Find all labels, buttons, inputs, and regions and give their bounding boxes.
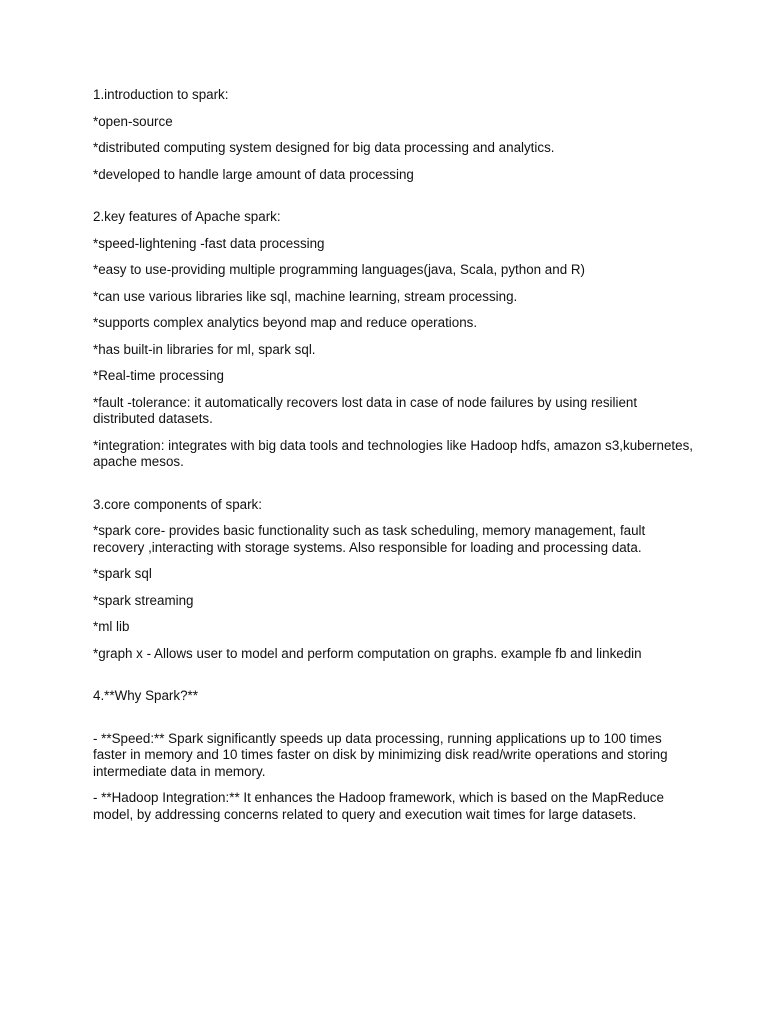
bullet-line: *open-source	[93, 113, 173, 129]
section-heading: 4.**Why Spark?**	[93, 688, 198, 703]
bullet-line: *distributed computing system designed for big data processing and analytics.	[93, 140, 555, 155]
section-why-spark	[93, 688, 693, 705]
document-page	[93, 87, 693, 833]
bullet-line: *spark streaming	[93, 592, 194, 608]
bullet-line: *can use various libraries like sql, machine learning, stream processing.	[93, 288, 518, 304]
bullet-line: *developed to handle large amount of data processing	[93, 166, 414, 182]
section-heading: 1.introduction to spark:	[93, 87, 229, 102]
bullet-line: *integration: integrates with big data tools and technologies like Hadoop hdfs, amazon s3,kubernetes, apache mesos.	[93, 437, 693, 469]
bullet-line: *easy to use-providing multiple programming languages(java, Scala, python and R)	[93, 262, 586, 277]
bullet-line: *spark core- provides basic functionality such as task scheduling, memory management, fault recovery ,interacting with storage systems. Also responsible for loading and processing data.	[93, 523, 646, 555]
bullet-line: *spark sql	[93, 566, 152, 581]
dash-line: - **Speed:** Spark significantly speeds up data processing, running applications up to 100 times faster in memory and 10 times faster on disk by minimizing disk read/write operations and storing intermediate data in memory.	[93, 730, 668, 779]
section-key-features	[93, 209, 693, 471]
section-core-components	[93, 497, 693, 663]
bullet-line: *ml lib	[93, 619, 130, 634]
section-heading: 2.key features of Apache spark:	[93, 209, 281, 224]
bullet-line: *supports complex analytics beyond map and reduce operations.	[93, 315, 478, 330]
bullet-line: *has built-in libraries for ml, spark sql.	[93, 341, 316, 357]
dash-line: - **Hadoop Integration:** It enhances the Hadoop framework, which is based on the MapReduce model, by addressing concerns related to query and execution wait times for large datasets.	[93, 790, 664, 822]
bullet-line: *speed-lightening -fast data processing	[93, 235, 325, 251]
bullet-line: *Real-time processing	[93, 368, 224, 383]
section-introduction	[93, 87, 693, 183]
bullet-line: *graph x - Allows user to model and perform computation on graphs. example fb and linkedin	[93, 645, 642, 661]
bullet-line: *fault -tolerance: it automatically recovers lost data in case of node failures by using resilient distributed datasets.	[93, 394, 638, 426]
section-why-spark-points	[93, 731, 693, 824]
section-heading: 3.core components of spark:	[93, 496, 262, 512]
